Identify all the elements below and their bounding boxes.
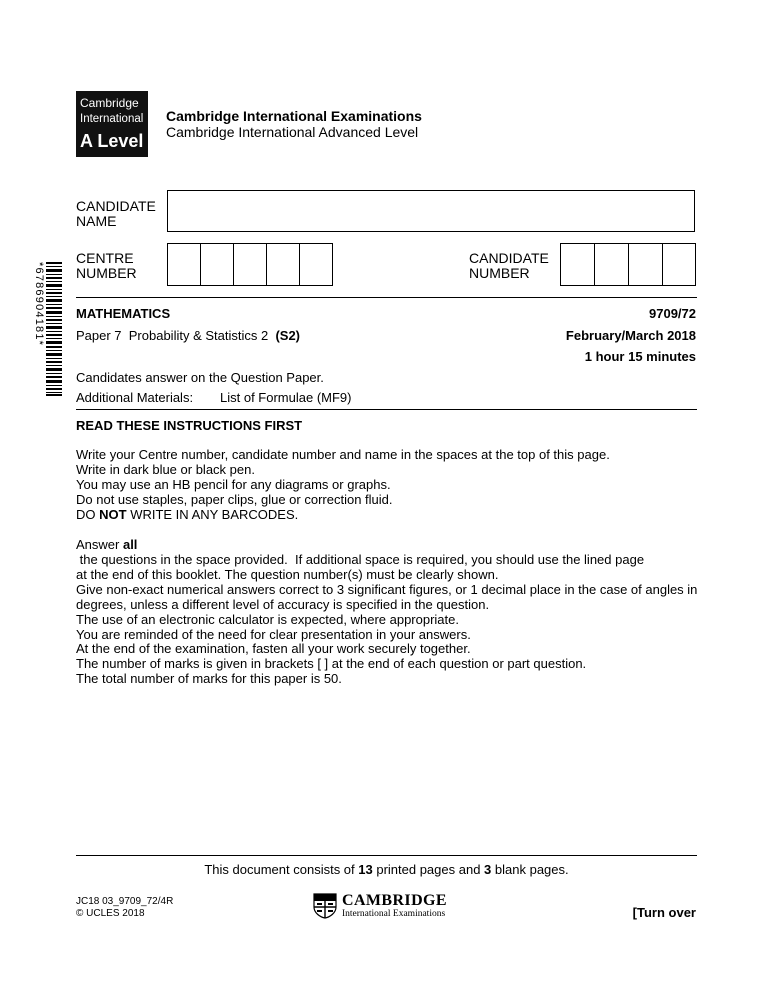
- paper-title-text: Paper 7 Probability & Statistics 2: [76, 328, 276, 343]
- candidate-number-label-2: NUMBER: [469, 265, 530, 281]
- candidate-name-field[interactable]: [167, 190, 695, 232]
- instruction-line: You may use an HB pencil for any diagrams or graphs.: [76, 477, 391, 492]
- candidate-name-label-1: CANDIDATE: [76, 198, 156, 214]
- instruction-line: You are reminded of the need for clear presentation in your answers.: [76, 627, 471, 642]
- exam-session: February/March 2018: [565, 328, 696, 343]
- instructions-block-2: [76, 537, 701, 642]
- instructions-block-3: [76, 641, 701, 686]
- instruction-line: The use of an electronic calculator is expected, where appropriate.: [76, 612, 459, 627]
- logo-text-a-level: A Level: [80, 131, 144, 151]
- footer-rule: [76, 855, 697, 856]
- exam-level-subtitle: Cambridge International Advanced Level: [166, 124, 419, 140]
- divider-rule: [76, 297, 697, 298]
- instruction-line: at the end of this booklet. The question number(s) must be clearly shown.: [76, 567, 499, 582]
- barcode-bars-icon: [46, 262, 62, 396]
- blank-pages-count: 3: [484, 862, 492, 877]
- cambridge-wordmark-sub: International Examinations: [342, 909, 446, 919]
- centre-number-digit-box[interactable]: [201, 244, 234, 285]
- instructions-block-1: [76, 447, 701, 522]
- printed-pages-count: 13: [358, 862, 373, 877]
- page-count-text: printed pages and: [372, 862, 485, 877]
- centre-number-field[interactable]: [167, 243, 333, 286]
- centre-number-digit-box[interactable]: [300, 244, 332, 285]
- cambridge-crest-icon: [313, 893, 337, 919]
- additional-materials-value: List of Formulae (MF9): [220, 390, 352, 405]
- candidate-number-label-1: CANDIDATE: [469, 250, 549, 266]
- candidate-number-digit-box[interactable]: [561, 244, 595, 285]
- turn-over-label: [Turn over: [632, 905, 696, 920]
- cambridge-footer-logo: [313, 892, 473, 922]
- instruction-text: DO: [76, 507, 100, 522]
- instruction-text: WRITE IN ANY BARCODES.: [126, 507, 299, 522]
- paper-title: [76, 328, 300, 343]
- cambridge-wordmark: CAMBRIDGE: [342, 892, 447, 909]
- instruction-line: Write in dark blue or black pen.: [76, 462, 255, 477]
- additional-materials-label: Additional Materials:: [76, 390, 194, 405]
- candidate-number-digit-box[interactable]: [595, 244, 629, 285]
- candidate-number-digit-box[interactable]: [629, 244, 663, 285]
- instruction-line-barcodes: [76, 507, 701, 522]
- a-level-logo: [76, 91, 148, 157]
- instruction-emphasis: all: [122, 537, 138, 552]
- instruction-line: Give non-exact numerical answers correct to 3 significant figures, or 1 decimal place in the case of angles in: [76, 582, 698, 597]
- instruction-line: Write your Centre number, candidate number and name in the spaces at the top of this page.: [76, 447, 610, 462]
- centre-number-digit-box[interactable]: [267, 244, 300, 285]
- barcode: [28, 262, 64, 396]
- exam-board-title: Cambridge International Examinations: [166, 108, 422, 124]
- exam-duration: 1 hour 15 minutes: [584, 349, 696, 364]
- centre-number-label-2: NUMBER: [76, 265, 137, 281]
- subject-title: MATHEMATICS: [76, 306, 171, 321]
- instruction-text: the questions in the space provided. If additional space is required, you should use the lined page: [76, 552, 645, 567]
- candidate-name-label-2: NAME: [76, 213, 117, 229]
- candidate-number-digit-box[interactable]: [663, 244, 695, 285]
- instruction-line: At the end of the examination, fasten all your work securely together.: [76, 641, 471, 656]
- logo-text-cambridge: Cambridge: [80, 96, 139, 110]
- divider-rule: [76, 409, 697, 410]
- instruction-text: Answer: [76, 537, 123, 552]
- barcode-number: *6786904181*: [33, 262, 45, 347]
- paper-code: 9709/72: [649, 306, 696, 321]
- centre-number-label-1: CENTRE: [76, 250, 134, 266]
- page-count-text: This document consists of: [204, 862, 359, 877]
- instruction-line: The number of marks is given in brackets [ ] at the end of each question or part question.: [76, 656, 587, 671]
- copyright-note: © UCLES 2018: [76, 908, 145, 919]
- logo-text-international: International: [80, 113, 144, 125]
- centre-number-digit-box[interactable]: [168, 244, 201, 285]
- candidate-number-field[interactable]: [560, 243, 696, 286]
- instructions-heading: READ THESE INSTRUCTIONS FIRST: [76, 418, 303, 433]
- instruction-line: The total number of marks for this paper is 50.: [76, 671, 342, 686]
- instruction-line: Do not use staples, paper clips, glue or correction fluid.: [76, 492, 393, 507]
- centre-number-digit-box[interactable]: [234, 244, 267, 285]
- page-count-text: blank pages.: [491, 862, 569, 877]
- instruction-line: degrees, unless a different level of accuracy is specified in the question.: [76, 597, 490, 612]
- candidates-answer-note: Candidates answer on the Question Paper.: [76, 370, 324, 385]
- document-reference: JC18 03_9709_72/4R: [76, 896, 174, 907]
- instruction-line-answer: [76, 537, 701, 567]
- page-count-note: [76, 862, 697, 877]
- paper-title-code: (S2): [275, 328, 300, 343]
- instruction-emphasis: NOT: [99, 507, 127, 522]
